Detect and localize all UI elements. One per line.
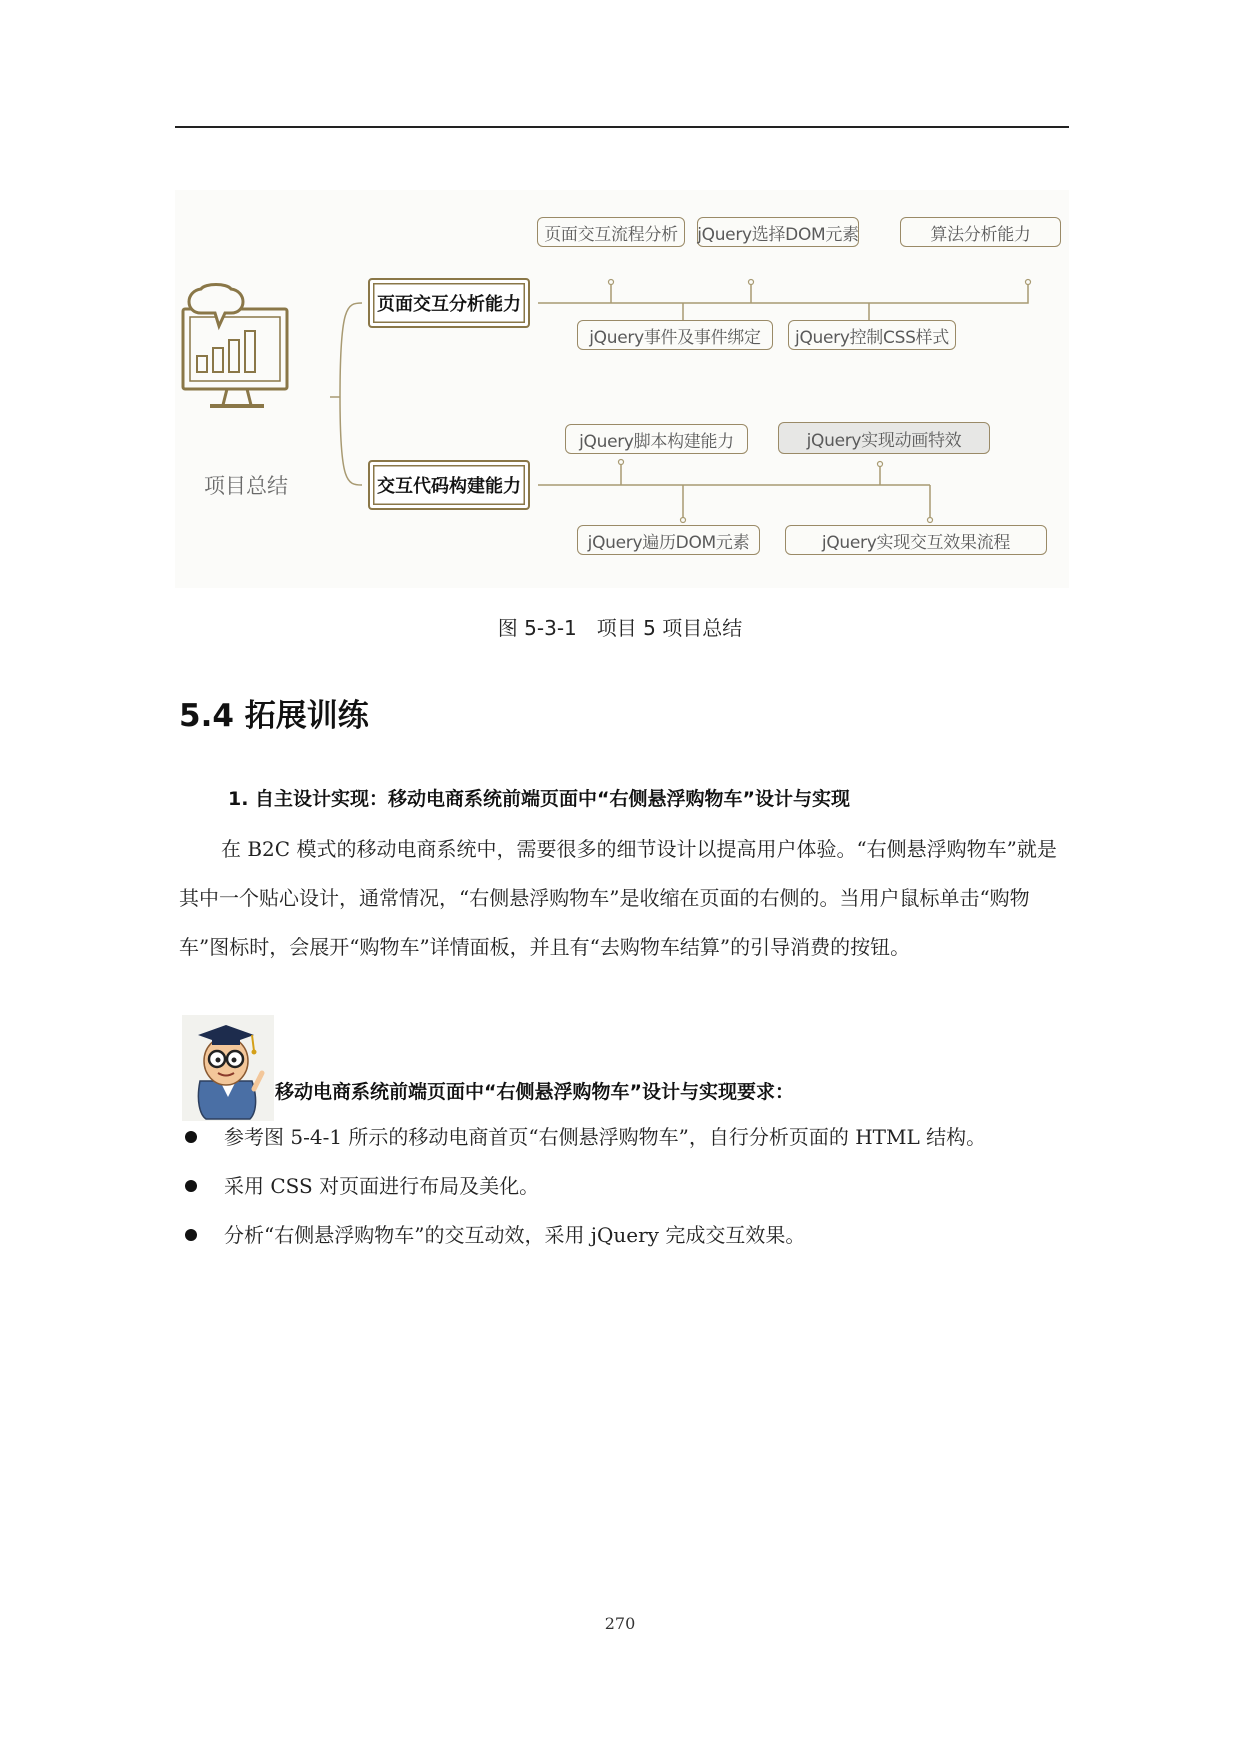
leaf-jquery-css: jQuery控制CSS样式: [788, 320, 956, 350]
requirement-text: 参考图 5-4-1 所示的移动电商首页“右侧悬浮购物车”，自行分析页面的 HTML 结构。: [224, 1125, 987, 1149]
monitor-chart-icon: [183, 285, 287, 407]
bullet-icon: [185, 1131, 197, 1143]
section-title: 5.4 拓展训练: [179, 698, 369, 734]
body-paragraph: 在 B2C 模式的移动电商系统中，需要很多的细节设计以提高用户体验。“右侧悬浮购物车”就是其中一个贴心设计，通常情况，“右侧悬浮购物车”是收缩在页面的右侧的。当用户鼠标单击“购物车”图标时，会展开“购物车”详情面板，并且有“去购物车结算”的引导消费的按钮。: [179, 837, 1057, 959]
leaf-jquery-interaction-flow: jQuery实现交互效果流程: [785, 525, 1047, 555]
root-label: 项目总结: [204, 474, 288, 498]
leaf-jquery-events: jQuery事件及事件绑定: [577, 320, 773, 350]
leaf-algorithm-analysis: 算法分析能力: [900, 217, 1061, 247]
exercise-heading: 1. 自主设计实现：移动电商系统前端页面中“右侧悬浮购物车”设计与实现: [228, 788, 851, 810]
category-page-interaction-analysis: 页面交互分析能力: [368, 278, 530, 328]
leaf-page-flow-analysis: 页面交互流程分析: [537, 217, 685, 247]
requirements-heading: 移动电商系统前端页面中“右侧悬浮购物车”设计与实现要求：: [275, 1081, 794, 1103]
leaf-jquery-traverse-dom: jQuery遍历DOM元素: [577, 525, 760, 555]
header-rule: [175, 126, 1069, 128]
requirement-text: 采用 CSS 对页面进行布局及美化。: [224, 1174, 540, 1198]
leaf-jquery-script: jQuery脚本构建能力: [565, 424, 748, 454]
leaf-jquery-animation: jQuery实现动画特效: [778, 422, 990, 454]
bullet-icon: [185, 1229, 197, 1241]
leaf-jquery-select-dom: jQuery选择DOM元素: [697, 217, 859, 247]
list-item: [179, 1113, 1069, 1162]
summary-mind-map: [175, 190, 1069, 588]
bullet-icon: [185, 1180, 197, 1192]
scholar-mascot-icon: [182, 1015, 274, 1121]
figure-caption: 图 5-3-1 项目 5 项目总结: [497, 616, 743, 640]
requirements-list: [179, 1113, 1069, 1260]
list-item: [179, 1211, 1069, 1260]
list-item: [179, 1162, 1069, 1211]
category-interaction-code-building: 交互代码构建能力: [368, 460, 530, 510]
page-number: 270: [604, 1614, 636, 1633]
requirement-text: 分析“右侧悬浮购物车”的交互动效，采用 jQuery 完成交互效果。: [224, 1223, 806, 1247]
